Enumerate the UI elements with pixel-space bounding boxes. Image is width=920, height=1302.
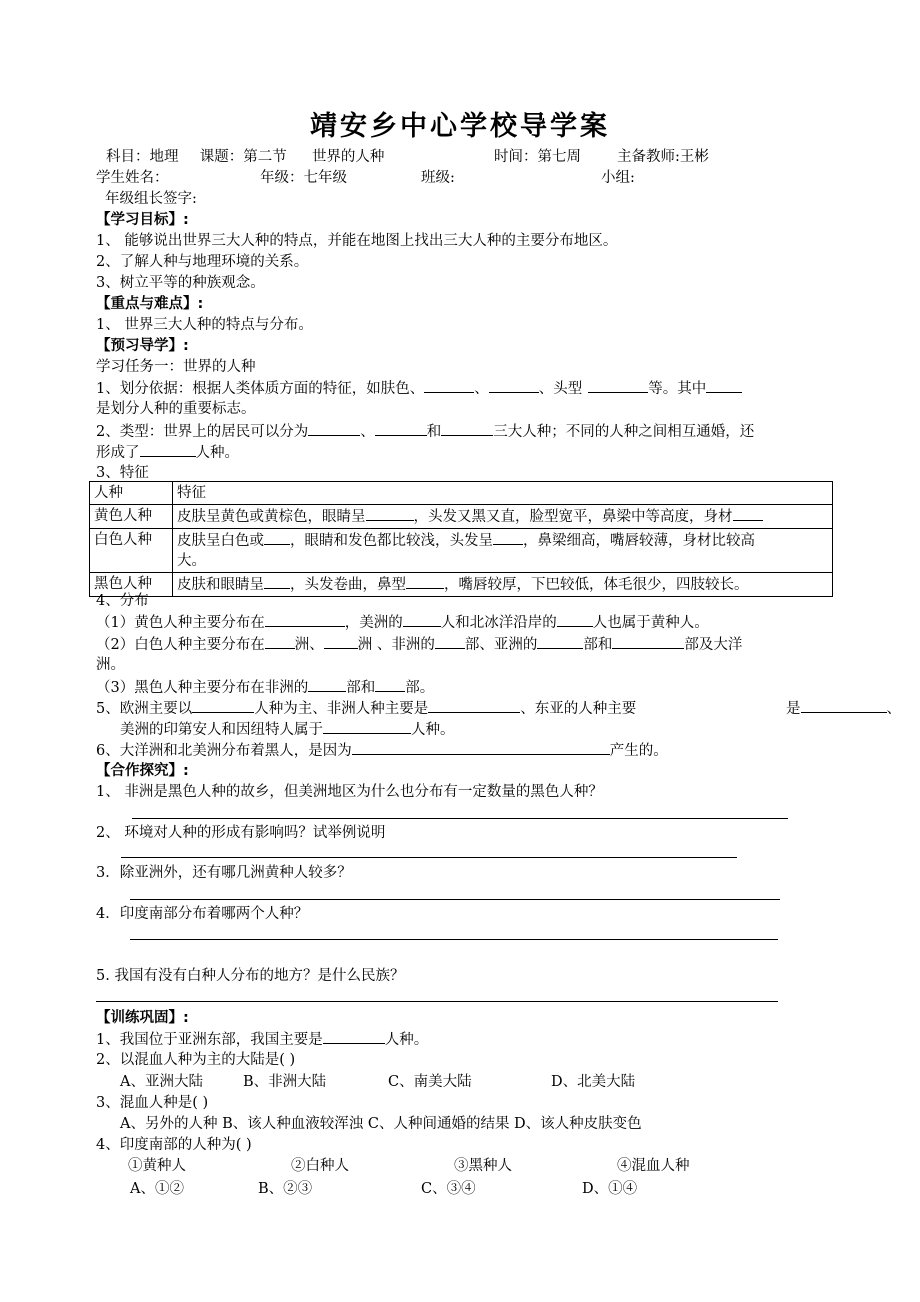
- explore-question: 2、 环境对人种的形成有影响吗？试举例说明: [96, 825, 386, 841]
- q5-line-tail: 是 、: [786, 698, 901, 719]
- blank[interactable]: [192, 698, 254, 713]
- explore-question: 1、 非洲是黑色人种的故乡，但美洲地区为什么也分布有一定数量的黑色人种？: [96, 784, 603, 800]
- blank[interactable]: [406, 574, 444, 589]
- blank[interactable]: [323, 1029, 385, 1044]
- dist-line-2: （2）白色人种主要分布在 洲、 洲 、非洲的 部、亚洲的 部和 部及大洋: [96, 634, 742, 655]
- blank[interactable]: [706, 378, 742, 393]
- option-row[interactable]: A、另外的人种 B、该人种血液较浑浊 C、人种间通婚的结果 D、该人种皮肤变色: [120, 1116, 642, 1132]
- objectives-heading: 【学习目标】:: [96, 212, 189, 228]
- answer-line[interactable]: [96, 1001, 778, 1002]
- blank[interactable]: [493, 530, 523, 545]
- types-line: 2、类型：世界上的居民可以分为 、 和 三大人种；不同的人种之间相互通婚，还: [96, 421, 754, 442]
- answer-line[interactable]: [130, 899, 780, 900]
- subject: 科目：地理: [106, 149, 179, 165]
- blank[interactable]: [435, 634, 465, 649]
- blank[interactable]: [352, 740, 610, 755]
- objective-item: 3、树立平等的种族观念。: [96, 275, 265, 291]
- blank[interactable]: [308, 677, 346, 692]
- blank[interactable]: [441, 421, 493, 436]
- blank[interactable]: [308, 421, 360, 436]
- group: 小组:: [601, 170, 635, 186]
- explore-heading: 【合作探究】:: [96, 763, 189, 779]
- blank[interactable]: [557, 612, 593, 627]
- table-row: 黄色人种 皮肤呈黄色或黄棕色，眼睛呈 ，头发又黑又直，脸型宽平，鼻梁中等高度，身材: [90, 505, 833, 529]
- blank[interactable]: [366, 506, 414, 521]
- explore-question: 5. 我国有没有白种人分布的地方？是什么民族？: [96, 968, 405, 984]
- header-row-1: [106, 147, 384, 167]
- types-line-2: 形成了 人种。: [96, 442, 239, 463]
- table-header: 人种: [90, 482, 173, 505]
- table-row: 黑色人种 皮肤和眼睛呈 ，头发卷曲，鼻型 ，嘴唇较厚，下巴较低，体毛很少，四肢较长。: [90, 573, 833, 597]
- blank[interactable]: [537, 634, 583, 649]
- dist-label: 4、分布: [96, 593, 149, 609]
- list-item: ④混血人种: [617, 1158, 690, 1174]
- task-label: 学习任务一：世界的人种: [96, 359, 256, 375]
- table-row: 白色人种 皮肤呈白色或 ，眼睛和发色都比较浅，头发呈 ，鼻梁细高，嘴唇较薄，身材比较高 大。: [90, 529, 833, 573]
- blank[interactable]: [424, 378, 474, 393]
- traits-table: [89, 481, 833, 597]
- lesson: 课题：第二节: [199, 149, 287, 165]
- practice-heading: 【训练巩固】:: [96, 1010, 189, 1026]
- blank[interactable]: [265, 612, 345, 627]
- option[interactable]: B、非洲大陆: [243, 1074, 327, 1090]
- option[interactable]: A、亚洲大陆: [120, 1074, 203, 1090]
- dist-line-2b: 洲。: [96, 657, 125, 673]
- option[interactable]: B、②③: [258, 1181, 313, 1197]
- explore-question: 4．印度南部分布着哪两个人种？: [96, 906, 309, 922]
- list-item: ②白种人: [291, 1158, 349, 1174]
- practice-q3: 3、混血人种是( ): [96, 1095, 209, 1111]
- leader-sign: 年级组长签字:: [105, 191, 197, 207]
- objective-item: 2、了解人种与地理环境的关系。: [96, 254, 309, 270]
- teacher: 主备教师:王彬: [617, 149, 709, 165]
- option[interactable]: A、①②: [130, 1181, 184, 1197]
- student-name: 学生姓名：: [96, 170, 169, 186]
- option[interactable]: C、③④: [421, 1181, 476, 1197]
- blank[interactable]: [801, 698, 887, 713]
- basis-line: 1、划分依据：根据人类体质方面的特征，如肤色、 、 、头型 等。其中: [96, 378, 742, 399]
- option[interactable]: D、北美大陆: [551, 1074, 636, 1090]
- answer-line[interactable]: [130, 939, 778, 940]
- dist-line-3: （3）黑色人种主要分布在非洲的 部和 部。: [96, 677, 434, 698]
- dist-line-1: （1）黄色人种主要分布在 ，美洲的 人和北冰洋沿岸的 人也属于黄种人。: [96, 612, 709, 633]
- q5-line: 5、欧洲主要以 人种为主、非洲人种主要是 、东亚的人种主要: [96, 698, 636, 719]
- practice-q4: 4、印度南部的人种为( ): [96, 1137, 252, 1153]
- answer-line[interactable]: [132, 818, 788, 819]
- practice-q2: 2、以混血人种为主的大陆是( ): [96, 1052, 296, 1068]
- blank[interactable]: [323, 719, 411, 734]
- option[interactable]: C、南美大陆: [388, 1074, 472, 1090]
- topic: 世界的人种: [311, 149, 385, 165]
- blank[interactable]: [588, 378, 648, 393]
- answer-line[interactable]: [121, 857, 737, 858]
- blank[interactable]: [612, 634, 684, 649]
- grade: 年级：七年级: [260, 170, 347, 186]
- preview-heading: 【预习导学】:: [96, 338, 189, 354]
- q5-line-2: 美洲的印第安人和因纽特人属于 人种。: [120, 719, 455, 740]
- class: 班级:: [421, 170, 455, 186]
- keypoint-item: 1、 世界三大人种的特点与分布。: [96, 317, 313, 333]
- blank[interactable]: [265, 634, 295, 649]
- blank[interactable]: [264, 530, 290, 545]
- practice-q1: 1、我国位于亚洲东部，我国主要是 人种。: [96, 1029, 428, 1050]
- traits-label: 3、特征: [96, 465, 149, 481]
- blank[interactable]: [428, 698, 520, 713]
- blank[interactable]: [375, 677, 405, 692]
- table-header: 特征: [173, 482, 833, 505]
- keypoints-heading: 【重点与难点】:: [96, 296, 204, 312]
- option[interactable]: D、①④: [582, 1181, 638, 1197]
- q6-line: 6、大洋洲和北美洲分布着黑人，是因为 产生的。: [96, 740, 668, 761]
- blank[interactable]: [733, 506, 763, 521]
- blank[interactable]: [324, 634, 358, 649]
- list-item: ①黄种人: [128, 1158, 186, 1174]
- time: 时间：第七周: [494, 149, 581, 165]
- objective-item: 1、 能够说出世界三大人种的特点，并能在地图上找出三大人种的主要分布地区。: [96, 233, 618, 249]
- explore-question: 3．除亚洲外，还有哪几洲黄种人较多？: [96, 865, 352, 881]
- basis-line-2: 是划分人种的重要标志。: [96, 401, 256, 417]
- blank[interactable]: [375, 421, 427, 436]
- blank[interactable]: [403, 612, 441, 627]
- list-item: ③黑种人: [454, 1158, 512, 1174]
- page-title: 靖安乡中心学校导学案: [310, 111, 610, 142]
- blank[interactable]: [489, 378, 539, 393]
- blank[interactable]: [140, 442, 196, 457]
- blank[interactable]: [264, 574, 290, 589]
